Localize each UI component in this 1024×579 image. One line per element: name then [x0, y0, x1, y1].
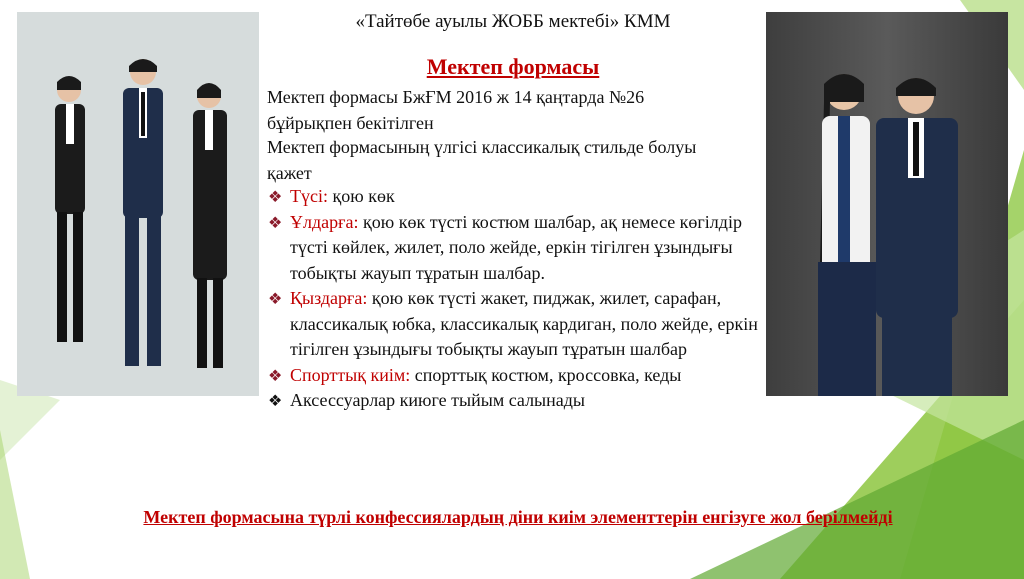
item-label: Ұлдарға:: [290, 211, 359, 232]
intro-paragraph-2: Мектеп формасының үлгісі классикалық стильде болуы қажет: [267, 137, 697, 183]
school-header: «Тайтөбе ауылы ЖОББ мектебі» КММ: [355, 11, 671, 32]
item-text: қою көк түсті костюм шалбар, ақ немесе көгілдір түсті көйлек, жилет, поло жейде, еркін тігілген ұзындығы тобықты жауып тұратын шалбар.: [290, 211, 742, 283]
item-text: спорттық костюм, кроссовка, кеды: [410, 364, 682, 385]
item-label: Түсі:: [290, 186, 328, 206]
item-text: қою көк: [328, 186, 395, 206]
diamond-bullet-icon: ❖: [268, 189, 283, 206]
list-item: [268, 184, 768, 210]
diamond-bullet-icon: ❖: [268, 291, 283, 308]
list-item: [268, 388, 768, 414]
list-item: [268, 210, 768, 287]
diamond-bullet-icon: ❖: [268, 214, 283, 232]
diamond-bullet-icon: ❖: [268, 367, 283, 385]
diamond-bullet-icon: ❖: [268, 393, 283, 410]
item-text: қою көк түсті жакет, пиджак, жилет, сарафан, классикалық юбка, классикалық кардиган, поло жейде, еркін тігілген ұзындығы тобықты жауып тұратын шалбар: [290, 288, 758, 359]
item-label: Спорттық киім:: [290, 364, 411, 385]
page-title: Мектеп формасы: [426, 54, 600, 79]
list-item: [268, 363, 768, 389]
uniform-list: [268, 184, 768, 414]
students-photo-left: [17, 12, 259, 396]
intro-paragraph-1: Мектеп формасы БжҒМ 2016 ж 14 қаңтарда №26 бұйрықпен бекітілген: [267, 87, 645, 133]
item-label: Қыздарға:: [290, 288, 368, 308]
footer-note: Мектеп формасына түрлі конфессиялардың діни киім элементтерін енгізуге жол берілмейді: [143, 507, 893, 527]
students-photo-right: [766, 12, 1008, 396]
list-item: [268, 286, 768, 363]
item-text: Аксессуарлар киюге тыйым салынады: [290, 390, 586, 410]
